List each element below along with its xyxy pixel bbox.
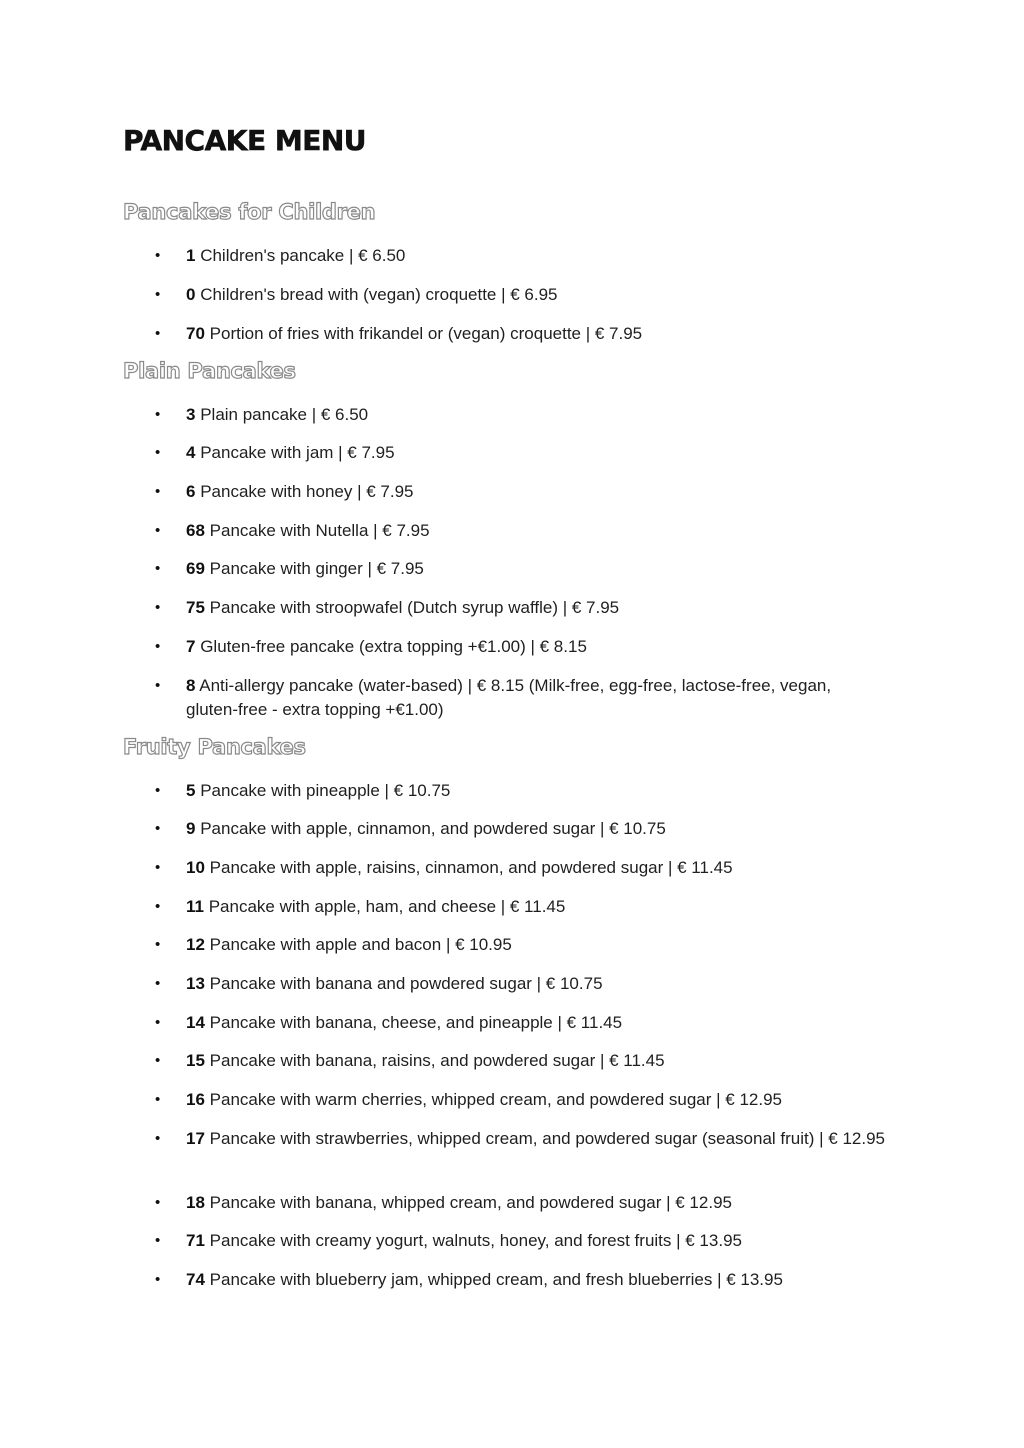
bullet-icon: • — [155, 1091, 161, 1108]
item-description: Children's bread with (vegan) croquette | € 6.95 — [200, 285, 558, 304]
menu-item — [155, 557, 885, 581]
item-description: Children's pancake | € 6.50 — [200, 246, 406, 265]
menu-item — [155, 283, 885, 307]
section-title-children: Pancakes for Children — [123, 200, 376, 224]
menu-item — [155, 856, 885, 880]
item-number: 9 — [186, 819, 196, 838]
item-number: 13 — [186, 974, 205, 993]
bullet-icon: • — [155, 782, 161, 799]
item-number: 16 — [186, 1090, 205, 1109]
menu-item — [155, 322, 885, 346]
item-description: Pancake with apple, ham, and cheese | € 11.45 — [208, 897, 566, 916]
item-description: Pancake with stroopwafel (Dutch syrup waffle) | € 7.95 — [209, 598, 620, 617]
item-number: 3 — [186, 405, 196, 424]
item-description: Pancake with ginger | € 7.95 — [209, 559, 424, 578]
menu-item — [155, 1011, 885, 1035]
item-description: Pancake with banana, raisins, and powdered sugar | € 11.45 — [209, 1051, 665, 1070]
bullet-icon: • — [155, 522, 161, 539]
bullet-icon: • — [155, 859, 161, 876]
bullet-icon: • — [155, 325, 161, 342]
bullet-icon: • — [155, 1014, 161, 1031]
item-number: 12 — [186, 935, 205, 954]
menu-item — [155, 1049, 885, 1073]
menu-item — [155, 244, 885, 268]
item-description: Pancake with blueberry jam, whipped cream, and fresh blueberries | € 13.95 — [209, 1270, 783, 1289]
bullet-icon: • — [155, 406, 161, 423]
bullet-icon: • — [155, 483, 161, 500]
item-description: Anti-allergy pancake (water-based) | € 8.15 (Milk-free, egg-free, lactose-free, vegan, gluten-free - extra topping +€1.00) — [186, 676, 832, 719]
bullet-icon: • — [155, 1232, 161, 1249]
item-description: Pancake with apple and bacon | € 10.95 — [209, 935, 512, 954]
item-description: Pancake with banana and powdered sugar | € 10.75 — [209, 974, 603, 993]
item-number: 8 — [186, 676, 196, 695]
bullet-icon: • — [155, 1271, 161, 1288]
bullet-icon: • — [155, 936, 161, 953]
page-title: PANCAKE MENU — [123, 124, 367, 157]
item-number: 10 — [186, 858, 205, 877]
bullet-icon: • — [155, 975, 161, 992]
menu-item — [155, 933, 885, 957]
menu-item — [155, 1268, 885, 1292]
item-description: Pancake with jam | € 7.95 — [200, 443, 395, 462]
menu-item — [155, 779, 885, 803]
item-number: 70 — [186, 324, 205, 343]
item-number: 74 — [186, 1270, 205, 1289]
bullet-icon: • — [155, 898, 161, 915]
menu-item — [155, 1127, 885, 1151]
item-description: Pancake with warm cherries, whipped cream, and powdered sugar | € 12.95 — [209, 1090, 782, 1109]
item-number: 6 — [186, 482, 196, 501]
item-description: Pancake with banana, cheese, and pineapple | € 11.45 — [209, 1013, 623, 1032]
item-description: Portion of fries with frikandel or (vegan) croquette | € 7.95 — [209, 324, 643, 343]
section-title-fruity: Fruity Pancakes — [123, 735, 306, 759]
bullet-icon: • — [155, 820, 161, 837]
item-number: 69 — [186, 559, 205, 578]
bullet-icon: • — [155, 286, 161, 303]
menu-item — [155, 817, 885, 841]
bullet-icon: • — [155, 247, 161, 264]
bullet-icon: • — [155, 1052, 161, 1069]
menu-item — [155, 403, 885, 427]
bullet-icon: • — [155, 1130, 161, 1147]
bullet-icon: • — [155, 677, 161, 694]
item-number: 7 — [186, 637, 196, 656]
item-number: 15 — [186, 1051, 205, 1070]
menu-item — [155, 1229, 885, 1253]
item-description: Plain pancake | € 6.50 — [200, 405, 369, 424]
item-description: Pancake with pineapple | € 10.75 — [200, 781, 451, 800]
item-number: 11 — [186, 897, 204, 916]
menu-item — [155, 895, 885, 919]
item-number: 5 — [186, 781, 196, 800]
menu-item — [155, 480, 885, 504]
item-number: 14 — [186, 1013, 205, 1032]
item-description: Pancake with creamy yogurt, walnuts, honey, and forest fruits | € 13.95 — [209, 1231, 742, 1250]
item-number: 0 — [186, 285, 196, 304]
menu-item — [155, 674, 885, 722]
menu-item — [155, 596, 885, 620]
item-description: Pancake with apple, raisins, cinnamon, and powdered sugar | € 11.45 — [209, 858, 733, 877]
bullet-icon: • — [155, 599, 161, 616]
menu-item — [155, 635, 885, 659]
item-description: Pancake with Nutella | € 7.95 — [209, 521, 430, 540]
menu-item — [155, 519, 885, 543]
item-description: Gluten-free pancake (extra topping +€1.00) | € 8.15 — [200, 637, 587, 656]
item-number: 68 — [186, 521, 205, 540]
bullet-icon: • — [155, 444, 161, 461]
item-number: 4 — [186, 443, 196, 462]
item-number: 1 — [186, 246, 196, 265]
bullet-icon: • — [155, 560, 161, 577]
item-description: Pancake with strawberries, whipped cream, and powdered sugar (seasonal fruit) | € 12.95 — [209, 1129, 885, 1148]
bullet-icon: • — [155, 638, 161, 655]
item-description: Pancake with banana, whipped cream, and powdered sugar | € 12.95 — [209, 1193, 732, 1212]
menu-item — [155, 1088, 885, 1112]
item-description: Pancake with honey | € 7.95 — [200, 482, 414, 501]
menu-item — [155, 972, 885, 996]
item-number: 18 — [186, 1193, 205, 1212]
section-title-plain: Plain Pancakes — [123, 359, 296, 383]
item-description: Pancake with apple, cinnamon, and powdered sugar | € 10.75 — [200, 819, 666, 838]
bullet-icon: • — [155, 1194, 161, 1211]
item-number: 75 — [186, 598, 205, 617]
item-number: 17 — [186, 1129, 205, 1148]
item-number: 71 — [186, 1231, 205, 1250]
menu-item — [155, 441, 885, 465]
menu-item — [155, 1191, 885, 1215]
